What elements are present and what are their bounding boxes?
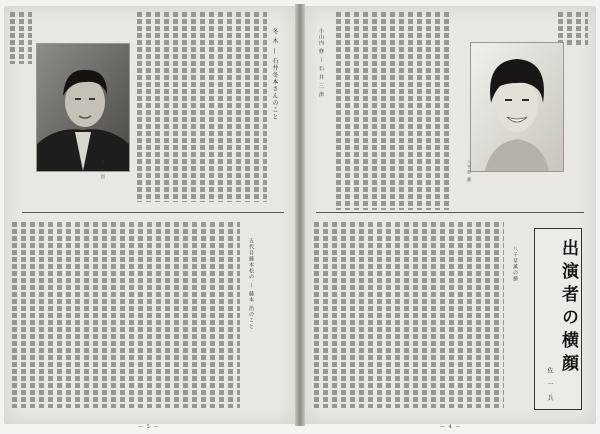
right-top-heading: 小山内 修 — 石 井 三 津 bbox=[318, 28, 324, 98]
man-portrait-icon bbox=[37, 44, 129, 171]
right-top-text-block-b bbox=[558, 12, 588, 46]
right-page-number: — 4 — bbox=[440, 424, 462, 430]
feature-title-box bbox=[534, 228, 582, 410]
left-portrait-photo bbox=[36, 43, 130, 172]
left-top-heading: 冬 木 — 石井冬本さんのこと bbox=[271, 28, 278, 121]
left-section-divider bbox=[22, 212, 284, 213]
right-portrait-photo bbox=[470, 42, 564, 172]
left-top-text-block-a bbox=[10, 12, 32, 64]
left-bottom-heading: 五代目藤本松の — 藤本 治のこと bbox=[248, 238, 254, 330]
right-photo-caption: 八千草 薫 bbox=[467, 160, 472, 183]
book-gutter bbox=[295, 4, 305, 426]
feature-subtitle: 八千草薫の横 bbox=[512, 246, 518, 282]
woman-portrait-icon bbox=[471, 43, 563, 171]
left-page-number: — 5 — bbox=[138, 424, 160, 430]
right-top-text-block bbox=[336, 12, 452, 210]
left-top-text-block-b bbox=[137, 12, 267, 202]
left-photo-caption: 冬 木 悟 bbox=[101, 160, 106, 180]
feature-title: 出演者の横顔 bbox=[558, 239, 578, 377]
right-section-divider bbox=[316, 212, 584, 213]
right-bottom-text-block bbox=[314, 222, 504, 408]
left-bottom-text-block bbox=[12, 222, 240, 408]
feature-author: 佐 一 兵 bbox=[546, 367, 553, 404]
